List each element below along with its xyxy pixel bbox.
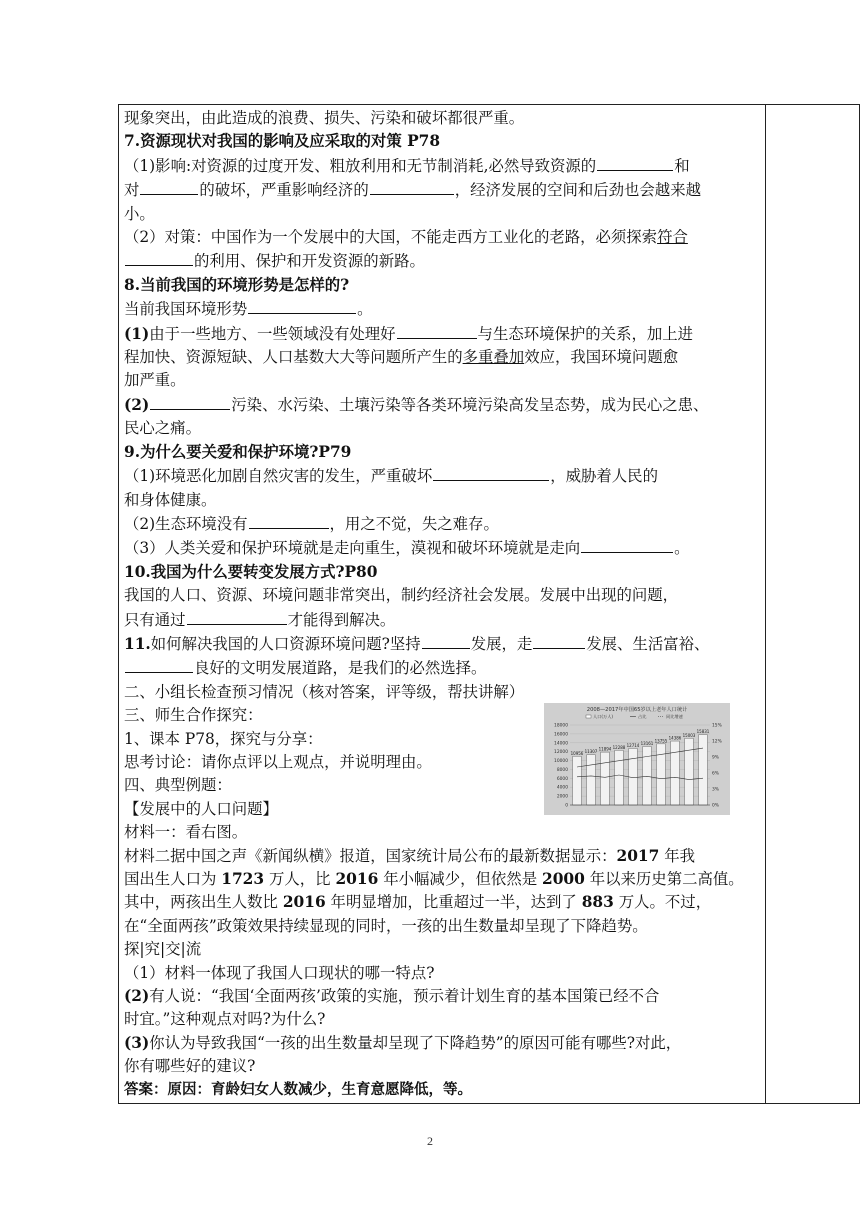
y-tick-label: 2000: [556, 794, 568, 800]
text-run: 国出生人口为: [124, 870, 222, 888]
text-line: [124, 1008, 762, 1031]
text-run: 加严重。: [124, 371, 186, 390]
text-run: 材料一：看右图。: [124, 823, 248, 842]
text-run: 883: [581, 893, 614, 912]
text-line: [124, 130, 762, 153]
text-line: [124, 489, 762, 512]
text-line: [124, 249, 762, 273]
text-run: (1): [124, 324, 150, 343]
text-run: 万人。不过，: [613, 893, 712, 912]
bar: [573, 756, 582, 805]
text-run: 小。: [124, 204, 155, 223]
text-run: （1)影响:对资源的过度开发、粗放利用和无节制消耗,必然导致资源的: [124, 156, 597, 175]
answer-line: [124, 1079, 762, 1102]
text-run: 民心之痛。: [124, 419, 201, 438]
text-run: （2)生态环境没有: [124, 514, 248, 533]
y2-tick-label: 0%: [712, 803, 719, 809]
text-line: [124, 891, 762, 914]
text-run: 对: [124, 181, 140, 200]
text-run: 现象突出，由此造成的浪费、损失、污染和破坏都很严重。: [124, 109, 525, 127]
text-line: [124, 821, 762, 844]
answer-blank: [597, 154, 673, 171]
text-run: 1、课本 P78，探究与分享：: [124, 729, 323, 748]
bar-value-label: 15831: [696, 729, 710, 735]
legend-label: 占比: [638, 714, 647, 719]
answer-blank: [397, 322, 477, 339]
text-line: [124, 322, 762, 346]
answer-blank: [581, 536, 673, 553]
text-line: [124, 1055, 762, 1078]
page-number: 2: [427, 1134, 433, 1148]
text-run: 。: [674, 539, 690, 558]
bar-value-label: 11307: [584, 749, 598, 755]
text-run: （2）对策：中国作为一个发展中的大国，不能走西方工业化的老路，必须探索: [124, 228, 658, 247]
answer-blank: [370, 178, 454, 195]
answer-blank: [150, 393, 230, 410]
text-run: 。: [357, 300, 373, 319]
chart-title: 2008—2017年中国65岁以上老年人口统计: [586, 707, 688, 713]
text-line: [124, 107, 762, 130]
bar: [629, 748, 638, 805]
y-tick-label: 12000: [554, 750, 568, 756]
text-run: 多重叠加: [462, 348, 525, 367]
text-run: 8.当前我国的环境形势是怎样的?: [124, 275, 350, 294]
text-line: [124, 868, 762, 891]
text-run: 如何解决我国的人口资源环境问题?坚持: [150, 634, 421, 653]
text-line: [124, 681, 762, 704]
text-line: [124, 178, 762, 202]
bar-value-label: 10956: [570, 750, 584, 756]
y2-tick-label: 3%: [712, 787, 719, 793]
bar-value-label: 12288: [612, 744, 626, 750]
text-run: ，威胁着人民的: [550, 467, 658, 486]
text-run: (2): [124, 395, 150, 414]
text-run: (2): [124, 987, 150, 1006]
legend-label: 人口(万人): [593, 714, 614, 719]
text-run: 效应，我国环境问题愈: [524, 348, 679, 367]
text-run: （3）人类关爱和保护环境就是走向重生，漠视和破坏环境就是走向: [124, 539, 581, 558]
y2-tick-label: 12%: [712, 739, 722, 745]
text-run: 发展、生活富裕、: [586, 634, 710, 653]
answer-blank: [248, 297, 356, 314]
text-line: [124, 845, 762, 868]
text-line: [124, 962, 762, 985]
text-run: 年小幅减少，但依然是: [378, 870, 542, 888]
text-line: [124, 464, 762, 488]
text-run: 思考讨论：请你点评以上观点，并说明理由。: [124, 752, 432, 771]
y2-tick-label: 6%: [712, 771, 719, 777]
text-run: 2016: [282, 893, 326, 912]
text-line: [124, 154, 762, 178]
answer-blank: [125, 656, 193, 673]
text-run: 1723: [221, 870, 265, 888]
text-run: 答案：原因：育龄妇女人数减少，生育意愿降低，等。: [124, 1081, 472, 1098]
y2-tick-label: 9%: [712, 755, 719, 761]
text-line: [124, 632, 762, 656]
text-run: 污染、水污染、土壤污染等各类环境污染高发呈态势，成为民心之患、: [231, 395, 709, 414]
answer-blank: [187, 608, 287, 625]
y2-tick-label: 15%: [712, 723, 722, 729]
text-line: [124, 297, 762, 321]
text-run: (3): [124, 1033, 150, 1052]
text-run: 2000: [542, 870, 585, 888]
y-tick-label: 18000: [554, 723, 568, 729]
y-tick-label: 6000: [556, 776, 568, 782]
bar-value-label: 12714: [626, 742, 640, 748]
text-run: ，用之不觉，失之难存。: [329, 514, 499, 533]
text-run: 9.为什么要关爱和保护环境?P79: [124, 442, 352, 461]
bar: [685, 738, 694, 805]
table-border-left: [118, 105, 119, 1103]
text-run: 年明显增加，比重超过一半，达到了: [325, 893, 582, 912]
text-run: 7.资源现状对我国的影响及应采取的对策 P78: [124, 132, 441, 151]
text-run: 时宜。”这种观点对吗?为什么?: [124, 1010, 326, 1029]
text-line: [124, 203, 762, 226]
text-line: [124, 346, 762, 369]
answer-blank: [422, 632, 470, 649]
text-line: [124, 441, 762, 464]
text-run: （1)环境恶化加剧自然灾害的发生，严重破坏: [124, 467, 433, 486]
text-run: 二、小组长检查预习情况（核对答案，评等级，帮扶讲解）: [124, 682, 525, 701]
text-run: 你有哪些好的建议?: [124, 1057, 256, 1076]
text-run: 材料二据中国之声《新闻纵横》报道，国家统计局公布的最新数据显示：: [124, 846, 617, 865]
text-run: 才能得到解决。: [287, 610, 396, 629]
text-line: [124, 226, 762, 249]
population-chart: [544, 703, 730, 815]
text-line: [124, 656, 762, 680]
text-run: 程加快、资源短缺、人口基数大大等问题所产生的: [124, 348, 463, 367]
text-run: 2016: [335, 870, 379, 888]
text-run: 的利用、保护和开发资源的新路。: [194, 252, 425, 271]
text-run: 年以来历史第二高值。: [584, 870, 744, 888]
text-run: 你认为导致我国“一孩的出生数量却呈现了下降趋势”的原因可能有哪些?对此，: [149, 1033, 682, 1052]
text-run: 的破坏，严重影响经济的: [199, 181, 369, 200]
text-run: 由于一些地方、一些领域没有处理好: [149, 324, 396, 343]
bar: [601, 752, 610, 805]
bar-value-label: 15003: [682, 732, 696, 738]
worksheet-table: [118, 104, 860, 1104]
bar: [671, 741, 680, 805]
text-run: 四、典型例题：: [124, 776, 232, 795]
text-run: 10.我国为什么要转变发展方式?P80: [124, 562, 378, 581]
answer-blank: [249, 512, 329, 529]
text-line: [124, 393, 762, 417]
text-run: 和: [674, 156, 690, 175]
text-line: [124, 274, 762, 297]
answer-blank: [533, 632, 585, 649]
text-line: [124, 938, 762, 961]
text-run: 发展，走: [470, 634, 533, 653]
text-line: [124, 369, 762, 392]
text-run: 2017: [616, 846, 660, 865]
worksheet-text: [124, 107, 762, 1102]
answer-blank: [125, 249, 193, 266]
bar-value-label: 13755: [654, 738, 668, 744]
text-line: [124, 915, 762, 938]
text-line: [124, 584, 762, 607]
text-run: 【发展中的人口问题】: [124, 799, 278, 818]
text-run: 良好的文明发展道路，是我们的必然选择。: [194, 659, 487, 678]
y-tick-label: 16000: [554, 732, 568, 738]
answer-blank: [140, 178, 198, 195]
text-line: [124, 561, 762, 584]
y-tick-label: 8000: [556, 767, 568, 773]
text-run: 探|究|交|流: [124, 940, 202, 959]
text-run: 只有通过: [124, 610, 186, 629]
text-run: 有人说：“我国‘全面两孩’政策的实施，预示着计划生育的基本国策已经不合: [149, 987, 660, 1006]
text-run: 符合: [657, 228, 688, 247]
text-run: 与生态环境保护的关系，加上进: [477, 324, 694, 343]
text-line: [124, 417, 762, 440]
bar-value-label: 11894: [598, 746, 612, 752]
y-tick-label: 0: [565, 803, 568, 809]
y-tick-label: 10000: [554, 759, 568, 765]
y-tick-label: 4000: [556, 785, 568, 791]
bar: [643, 747, 652, 805]
text-run: ，经济发展的空间和后劲也会越来越: [454, 181, 701, 200]
text-run: 万人，比: [264, 870, 336, 888]
text-run: 年我: [659, 846, 696, 865]
text-run: 我国的人口、资源、环境问题非常突出，制约经济社会发展。发展中出现的问题，: [124, 586, 679, 605]
table-border-middle: [765, 105, 766, 1103]
text-run: 11.: [124, 634, 151, 653]
answer-blank: [433, 464, 549, 481]
growth-line: [577, 775, 703, 780]
text-run: 当前我国环境形势: [124, 300, 248, 319]
text-line: [124, 1032, 762, 1055]
text-line: [124, 608, 762, 632]
text-line: [124, 985, 762, 1008]
bar: [615, 750, 624, 805]
bar: [699, 735, 708, 805]
text-run: 在“全面两孩”政策效果持续显现的同时，一孩的出生数量却呈现了下降趋势。: [124, 916, 648, 935]
text-line: [124, 512, 762, 536]
text-run: （1）材料一体现了我国人口现状的哪一特点?: [124, 963, 435, 982]
bar-value-label: 14386: [668, 735, 682, 741]
text-run: 其中，两孩出生人数比: [124, 893, 283, 912]
text-line: [124, 536, 762, 560]
legend-label: 同比增速: [666, 714, 683, 719]
bar: [587, 755, 596, 805]
y-tick-label: 14000: [554, 741, 568, 747]
text-run: 和身体健康。: [124, 490, 217, 509]
text-run: 三、师生合作探究：: [124, 706, 263, 725]
bar-value-label: 13161: [640, 741, 654, 747]
legend-swatch-population: [586, 715, 591, 718]
bar: [657, 744, 666, 805]
